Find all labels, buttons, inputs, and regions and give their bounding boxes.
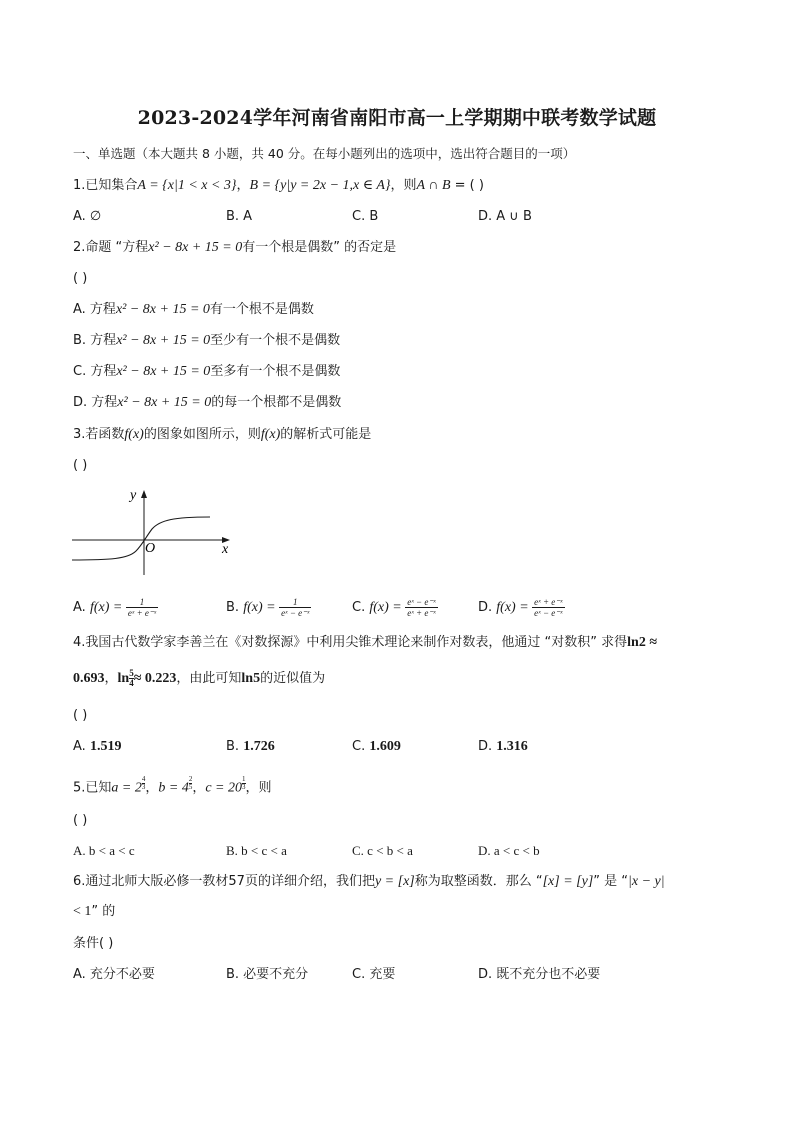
question-4-line2: 0.693，ln $\frac{5}{4}\approx 0.223$，由此可知ln5的近似值为 (73, 668, 326, 688)
q6-option-d[interactable]: D. 既不充分也不必要 (478, 967, 601, 982)
question-6-line1: 6.通过北师大版必修一教材57页的详细介绍，我们把y = [x]称为取整函数．那么 “[x] = [y]” 是 “|x − y| (73, 874, 665, 889)
q2-option-a[interactable]: A. 方程x² − 8x + 15 = 0有一个根不是偶数 (73, 302, 314, 317)
q3-option-b[interactable]: B. f(x) = $\frac{1}{\text{eˣ − e⁻ˣ}}$ (226, 597, 310, 618)
q1-option-b[interactable]: B. A (226, 209, 253, 224)
origin-label: O (145, 541, 156, 556)
y-axis-label: y (130, 488, 137, 503)
q2-paren: ( ) (73, 271, 88, 286)
q6-option-a[interactable]: A. 充分不必要 (73, 967, 155, 982)
q2-option-d[interactable]: D. 方程x² − 8x + 15 = 0的每一个根都不是偶数 (73, 395, 342, 410)
question-1: 1.已知集合A = {x|1 < x < 3}，B = {y|y = 2x − 1,x ∈ A}，则A ∩ B = ( ) (73, 178, 484, 193)
q1-option-a[interactable]: A. ∅ (73, 209, 102, 224)
q5-paren: ( ) (73, 813, 88, 828)
q3-paren: ( ) (73, 458, 88, 473)
y-axis-arrow (141, 490, 147, 498)
q5-option-c[interactable]: C. c < b < a (352, 843, 413, 858)
q5-option-a[interactable]: A. b < a < c (73, 843, 135, 858)
q2-option-c[interactable]: C. 方程x² − 8x + 15 = 0至多有一个根不是偶数 (73, 364, 341, 379)
question-6-line3: 条件( ) (73, 936, 114, 951)
q1-option-d[interactable]: D. A ∪ B (478, 209, 532, 224)
q3-option-a[interactable]: A. f(x) = $\frac{1}{\text{eˣ + e⁻ˣ}}$ (73, 597, 157, 618)
x-axis-label: x (222, 542, 229, 557)
q3-option-d[interactable]: D. f(x) = $\frac{\text{eˣ + e⁻ˣ}}{\text{eˣ − e⁻ˣ}}$ (478, 597, 563, 618)
q5-option-b[interactable]: B. b < c < a (226, 843, 287, 858)
section-header: 一、单选题（本大题共 8 小题，共 40 分。在每小题列出的选项中，选出符合题目的一项） (73, 146, 576, 161)
q4-option-a[interactable]: A. 1.519 (73, 739, 122, 754)
question-3: 3.若函数f(x)的图象如图所示，则f(x)的解析式可能是 (73, 427, 372, 442)
q4-option-b[interactable]: B. 1.726 (226, 739, 275, 754)
function-graph (70, 485, 240, 580)
q4-paren: ( ) (73, 708, 88, 723)
question-4-line1: 4.我国古代数学家李善兰在《对数探源》中利用尖锥术理论来制作对数表，他通过 “对数积” 求得ln2 ≈ (73, 635, 657, 650)
q4-option-d[interactable]: D. 1.316 (478, 739, 528, 754)
question-2: 2.命题 “方程x² − 8x + 15 = 0有一个根是偶数” 的否定是 (73, 240, 397, 255)
q6-option-c[interactable]: C. 充要 (352, 967, 396, 982)
q1-option-c[interactable]: C. B (352, 209, 379, 224)
q3-option-c[interactable]: C. f(x) = $\frac{\text{eˣ − e⁻ˣ}}{\text{eˣ + e⁻ˣ}}$ (352, 597, 436, 618)
q5-option-d[interactable]: D. a < c < b (478, 843, 540, 858)
q6-option-b[interactable]: B. 必要不充分 (226, 967, 309, 982)
q2-option-b[interactable]: B. 方程x² − 8x + 15 = 0至少有一个根不是偶数 (73, 333, 341, 348)
page-title: 2023-2024学年河南省南阳市高一上学期期中联考数学试题 (137, 107, 657, 129)
function-curve (72, 517, 210, 560)
q4-option-c[interactable]: C. 1.609 (352, 739, 401, 754)
question-5: 5.已知a = 2 $^{\frac{4}{3}}$，b = 4 $^{\frac{2}{5}}$，c = 20 $^{\frac{1}{3}}$，则 (73, 775, 272, 796)
question-6-line2: < 1” 的 (73, 904, 116, 919)
